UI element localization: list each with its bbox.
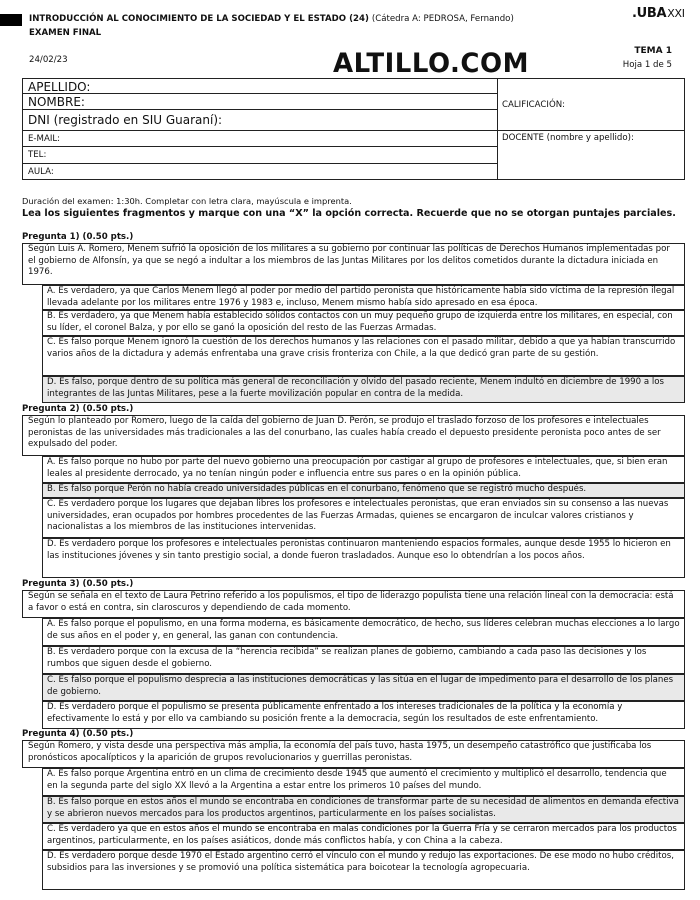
exam-duration: Duración del examen: 1:30h. Completar con letra clara, mayúscula e imprenta. [22,196,352,206]
answer-option[interactable]: D. Es verdadero porque el populismo se presenta públicamente enfrentado a los intereses tradicionales de la política y la economía y efectivamente lo está y por ello va cambiando su posición frente a la democracia, según los resultados de este enfrentamiento. [42,701,685,729]
divider [23,109,497,110]
uba-logo [632,6,685,21]
course-name: INTRODUCCIÓN AL CONOCIMIENTO DE LA SOCIEDAD Y EL ESTADO (24) [29,14,369,24]
answer-option[interactable]: D. Es verdadero porque desde 1970 el Estado argentino cerró el vínculo con el mundo y redujo las exportaciones. De ese modo no hubo créditos, subsidios para las inversiones y se promovió una política sistemática para boicotear la tecnología agropecuaria. [42,850,685,890]
divider [23,163,497,164]
answer-option[interactable]: C. Es verdadero porque los lugares que dejaban libres los profesores e intelectuales peronistas, que eran enviados sin su consenso a las nuevas universidades, eran ocupados por hombres procedentes de las Fuerzas Armadas, quienes se encargaron de inculcar valores cristianos y nacionalistas a los miembros de las instituciones intervenidas. [42,498,685,538]
answer-option[interactable]: A. Es verdadero, ya que Carlos Menem llegó al poder por medio del partido peronista que históricamente había sido víctima de la represión ilegal llevada adelante por los militares entre 1976 y 1983 e, incluso, Menem mismo había sido apresado en esa época. [42,285,685,310]
exam-date: 24/02/23 [29,55,68,65]
calificacion-field[interactable]: CALIFICACIÓN: [502,100,566,110]
professor: (Cátedra A: PEDROSA, Fernando) [371,14,514,24]
student-info-box [22,78,685,180]
question-title: Pregunta 2) (0.50 pts.) [22,404,134,414]
answer-option[interactable]: B. Es verdadero, ya que Menem había establecido sólidos contactos con un muy pequeño grupo de izquierda entre los militares, en especial, con su líder, el coronel Balza, y por ello se ganó la oposición del resto de las Fuerzas Armadas. [42,310,685,336]
answer-option[interactable]: C. Es falso porque Menem ignoró la cuestión de los derechos humanos y las relaciones con el pasado militar, debido a que ya habían transcurrido varios años de la dictadura y además enfrentaba una grave crisis fronteriza con Chile, a la que dedicó gran parte de su gestión. [42,336,685,376]
page-number: Hoja 1 de 5 [622,60,672,70]
answer-option[interactable]: D. Es verdadero porque los profesores e intelectuales peronistas continuaron manteniendo espacios formales, aunque desde 1955 lo hicieron en las instituciones jóvenes y sin tanto prestigio social, a donde fueron trasladados. Aunque eso lo obtendrían a los pocos años. [42,538,685,578]
uba-xxi-text: XXI [667,7,685,20]
black-tab-marker [0,14,22,26]
divider [23,93,497,94]
question-stem: Según Luis A. Romero, Menem sufrió la oposición de los militares a su gobierno por continuar las políticas de Derechos Humanos implementadas por el gobierno de Alfonsín, ya que se negó a indultar a los miembros de las Juntas Militares por los delitos cometidos durante la dictadura iniciada en 1976. [22,243,685,285]
answer-option[interactable]: A. Es falso porque no hubo por parte del nuevo gobierno una preocupación por castigar al grupo de profesores e intelectuales, que, si bien eran leales al presidente derrocado, ya no tenían ningún poder e influencia entre sus pares o en la opinión pública. [42,456,685,483]
answer-option[interactable]: C. Es falso porque el populismo desprecia a las instituciones democráticas y las sitúa en el lugar de impedimento para el desarrollo de los planes de gobierno. [42,674,685,701]
docente-field[interactable]: DOCENTE (nombre y apellido): [502,133,634,143]
divider [23,130,684,131]
aula-field[interactable]: AULA: [28,167,54,177]
nombre-field[interactable]: NOMBRE: [28,95,85,109]
altillo-logo: ALTILLO.COM [333,48,529,80]
exam-instructions: Lea los siguientes fragmentos y marque con una “X” la opción correcta. Recuerde que no se otorgan puntajes parciales. [22,208,676,219]
answer-option[interactable]: D. Es falso, porque dentro de su política más general de reconciliación y olvido del pasado reciente, Menem indultó en diciembre de 1990 a los integrantes de las Juntas Militares, pese a la fuerte movilización popular en contra de la medida. [42,376,685,403]
question-stem: Según Romero, y vista desde una perspectiva más amplia, la economía del país tuvo, hasta 1975, un desempeño catastrófico que justificaba los pronósticos apocalípticos y la aparición de grupos revolucionarios y guerrillas peronistas. [22,740,685,768]
divider [497,79,498,179]
answer-option[interactable]: C. Es verdadero ya que en estos años el mundo se encontraba en malas condiciones por la Guerra Fría y se cerraron mercados para los productos argentinos, particularmente, en los países asiáticos, donde más conflictos había, y con China a la cabeza. [42,823,685,850]
uba-logo-text: .UBA [632,6,667,21]
course-title [29,14,514,24]
answer-option[interactable]: A. Es falso porque el populismo, en una forma moderna, es básicamente democrático, de hecho, sus líderes celebran muchas elecciones a lo largo de sus años en el poder y, en general, las ganan con contundencia. [42,618,685,646]
answer-option[interactable]: B. Es falso porque Perón no había creado universidades públicas en el conurbano, fenómeno que se registró mucho después. [42,483,685,498]
question-stem: Según lo planteado por Romero, luego de la caída del gobierno de Juan D. Perón, se produjo el traslado forzoso de los profesores e intelectuales peronistas de las universidades más tradicionales a las del conurbano, las cuales había creado el depuesto presidente peronista poco antes de ser expulsado del poder. [22,415,685,456]
question-title: Pregunta 3) (0.50 pts.) [22,579,134,589]
apellido-field[interactable]: APELLIDO: [28,80,91,94]
answer-option[interactable]: A. Es falso porque Argentina entró en un clima de crecimiento desde 1945 que aumentó el crecimiento y multiplicó el desarrollo, tendencia que en la segunda parte del siglo XX llevó a la Argentina a estar entre los primeros 10 países del mundo. [42,768,685,796]
divider [23,146,497,147]
question-title: Pregunta 4) (0.50 pts.) [22,729,134,739]
dni-field[interactable]: DNI (registrado en SIU Guaraní): [28,113,223,127]
email-field[interactable]: E-MAIL: [28,134,61,144]
tel-field[interactable]: TEL: [28,150,47,160]
question-stem: Según se señala en el texto de Laura Petrino referido a los populismos, el tipo de liderazgo populista tiene una relación lineal con la democracia: está a favor o está en contra, sin claroscuros y dependiendo de cada momento. [22,590,685,618]
answer-option[interactable]: B. Es falso porque en estos años el mundo se encontraba en condiciones de transformar parte de su necesidad de alimentos en demanda efectiva y se abrieron nuevos mercados para los productos argentinos, particularmente en los países socialistas. [42,796,685,823]
question-title: Pregunta 1) (0.50 pts.) [22,232,134,242]
exam-type: EXAMEN FINAL [29,28,102,38]
answer-option[interactable]: B. Es verdadero porque con la excusa de la “herencia recibida” se realizan planes de gobierno, cambiando a cada paso las decisiones y los rumbos que siguen desde el gobierno. [42,646,685,674]
tema-label: TEMA 1 [634,46,672,56]
